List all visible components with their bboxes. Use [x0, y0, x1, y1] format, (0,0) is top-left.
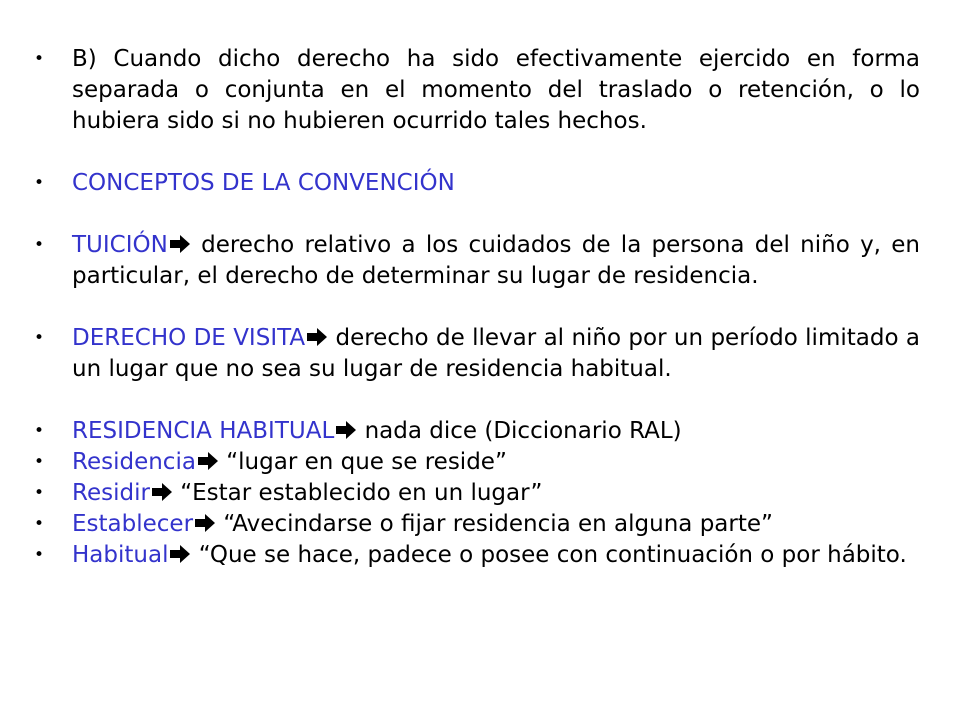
term-label: Establecer	[72, 511, 194, 537]
bullet-dot: •	[33, 328, 45, 348]
definition-text: nada dice (Diccionario RAL)	[357, 418, 682, 444]
section-heading: CONCEPTOS DE LA CONVENCIÓN	[72, 170, 455, 196]
list-item-establecer	[32, 509, 920, 540]
list-item-residencia-habitual	[32, 416, 920, 447]
bullet-list	[32, 44, 920, 571]
term-label: Habitual	[72, 542, 169, 568]
bullet-dot: •	[33, 545, 45, 565]
list-item-custody-condition-b	[32, 44, 920, 137]
right-arrow-icon	[197, 451, 219, 471]
definition-text: “Avecindarse o fijar residencia en alguna parte”	[216, 511, 773, 537]
bullet-dot: •	[33, 514, 45, 534]
bullet-dot: •	[33, 49, 45, 69]
definition-text: derecho relativo a los cuidados de la persona del niño y, en particular, el derecho de determinar su lugar de residencia.	[72, 232, 920, 289]
bullet-dot: •	[33, 483, 45, 503]
bullet-dot: •	[33, 173, 45, 193]
term-label: RESIDENCIA HABITUAL	[72, 418, 335, 444]
term-label: Residencia	[72, 449, 196, 475]
list-item-derecho-de-visita	[32, 323, 920, 385]
list-item-habitual	[32, 540, 920, 571]
item-text: B) Cuando dicho derecho ha sido efectivamente ejercido en forma separada o conjunta en el momento del traslado o retención, o lo hubiera sido si no hubieren ocurrido tales hechos.	[72, 46, 920, 134]
bullet-dot: •	[33, 421, 45, 441]
right-arrow-icon	[335, 420, 357, 440]
term-label: DERECHO DE VISITA	[72, 325, 306, 351]
right-arrow-icon	[151, 482, 173, 502]
bullet-dot: •	[33, 452, 45, 472]
right-arrow-icon	[169, 544, 191, 564]
list-item-residir	[32, 478, 920, 509]
definition-text: “lugar en que se reside”	[218, 449, 507, 475]
term-label: TUICIÓN	[72, 232, 168, 258]
list-item-convention-concepts	[32, 168, 920, 199]
right-arrow-icon	[194, 513, 216, 533]
bullet-dot: •	[33, 235, 45, 255]
definition-text: derecho de llevar al niño por un período limitado a un lugar que no sea su lugar de residencia habitual.	[72, 325, 920, 382]
term-label: Residir	[72, 480, 150, 506]
right-arrow-icon	[306, 327, 328, 347]
definition-text: “Estar establecido en un lugar”	[172, 480, 543, 506]
list-item-residencia	[32, 447, 920, 478]
list-item-tuicion	[32, 230, 920, 292]
right-arrow-icon	[169, 234, 191, 254]
definition-text: “Que se hace, padece o posee con continuación o por hábito.	[191, 542, 907, 568]
